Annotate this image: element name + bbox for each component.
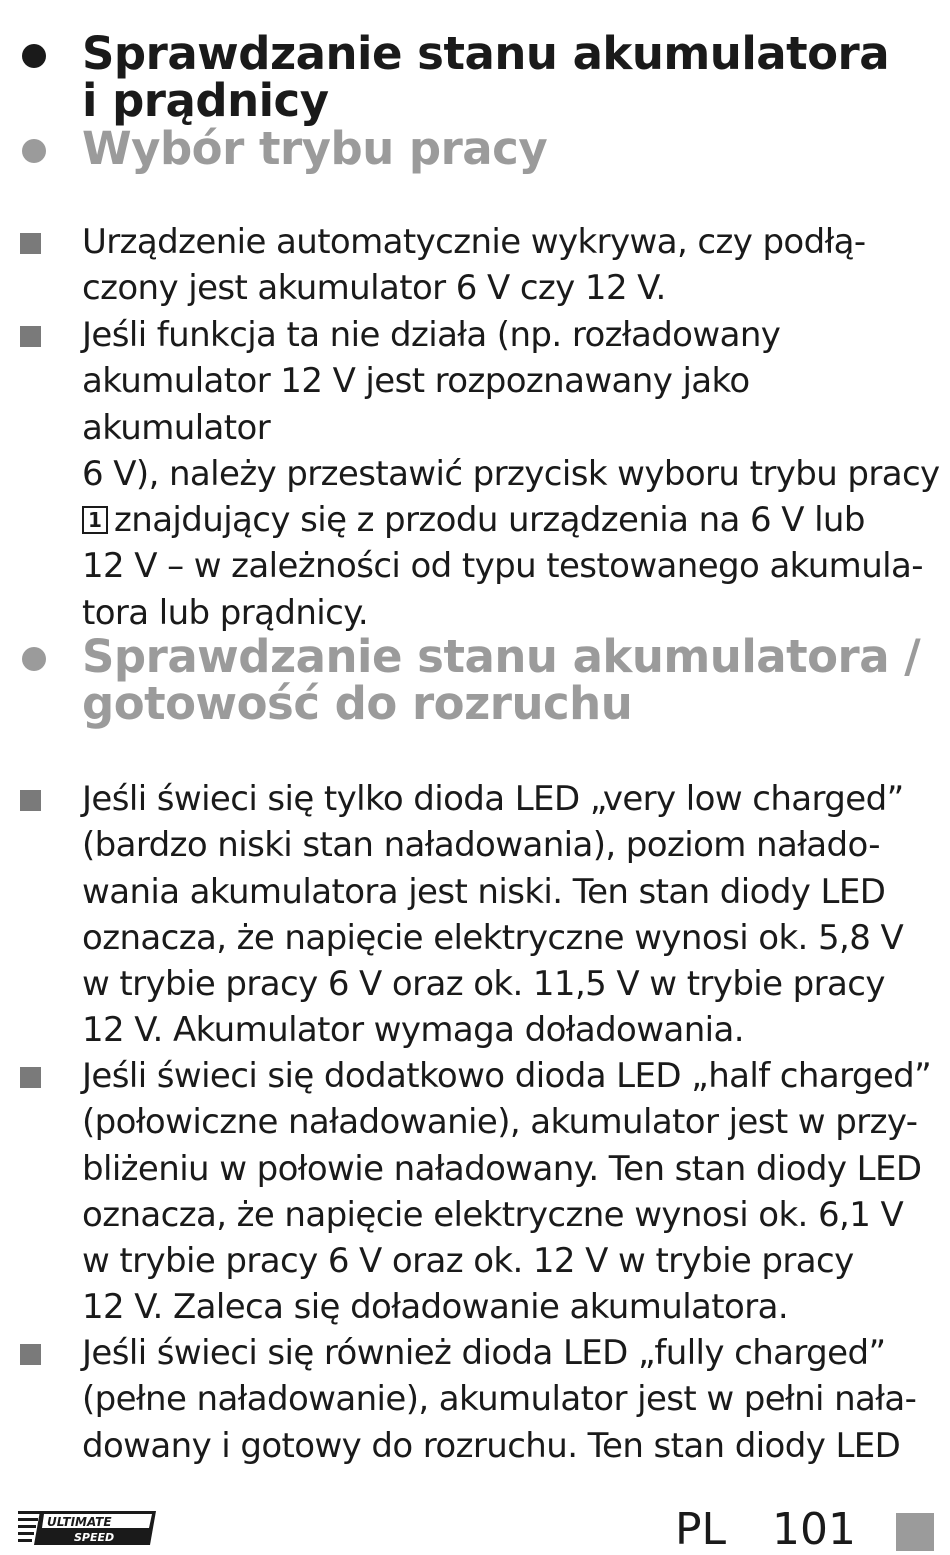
list-item-text: [82, 312, 942, 636]
page-language: PL: [675, 1504, 727, 1555]
list-item-text: Jeśli świeci się również dioda LED „fully charged” (pełne naładowanie), akumulator jest w pełni nała- dowany i gotowy do rozruchu. Ten stan diody LED: [82, 1333, 917, 1466]
bullet-square: [20, 790, 41, 811]
svg-text:ULTIMATE: ULTIMATE: [47, 1515, 112, 1529]
reference-number-box: 1: [82, 506, 108, 534]
list-item-text: Jeśli świeci się tylko dioda LED „very low charged” (bardzo niski stan naładowania), poziom nałado- wania akumulatora jest niski. Ten stan diody LED oznacza, że napięcie elektryczne wynosi ok. 5,8 V w trybie pracy 6 V oraz ok. 11,5 V w trybie pracy 12 V. Akumulator wymaga doładowania.: [82, 779, 904, 1051]
bullet-square: [20, 233, 41, 254]
svg-text:SPEED: SPEED: [74, 1531, 115, 1544]
page-number: 101: [772, 1504, 856, 1555]
ultimate-speed-logo: [16, 1505, 158, 1549]
bullet-square: [20, 1067, 41, 1088]
heading-text: Sprawdzanie stanu akumulatora / gotowość do rozruchu: [82, 630, 921, 730]
heading-bullet-dot: [22, 139, 46, 163]
heading-bullet-dot: [22, 44, 46, 68]
list-item-text-part: Jeśli funkcja ta nie działa (np. rozładowany akumulator 12 V jest rozpoznawany jako akumulator 6 V), należy przestawić przycisk wyboru trybu pracy: [82, 315, 940, 494]
list-item-text: Jeśli świeci się dodatkowo dioda LED „half charged” (połowiczne naładowanie), akumulator jest w przy- bliżeniu w połowie naładowany. Ten stan diody LED oznacza, że napięcie elektryczne wynosi ok. 6,1 V w trybie pracy 6 V oraz ok. 12 V w trybie pracy 12 V. Zaleca się doładowanie akumulatora.: [82, 1056, 932, 1328]
heading-text: Wybór trybu pracy: [82, 122, 548, 175]
bullet-square: [20, 326, 41, 347]
page-marker-square: [896, 1513, 934, 1551]
bullet-square: [20, 1344, 41, 1365]
heading-text: Sprawdzanie stanu akumulatora i prądnicy: [82, 27, 890, 127]
list-item-text: Urządzenie automatycznie wykrywa, czy podłą- czony jest akumulator 6 V czy 12 V.: [82, 222, 866, 309]
heading-bullet-dot: [22, 647, 46, 671]
list-item-text-part: znajdujący się z przodu urządzenia na 6 V lub 12 V – w zależności od typu testowanego akumula- tora lub prądnicy.: [82, 500, 923, 633]
